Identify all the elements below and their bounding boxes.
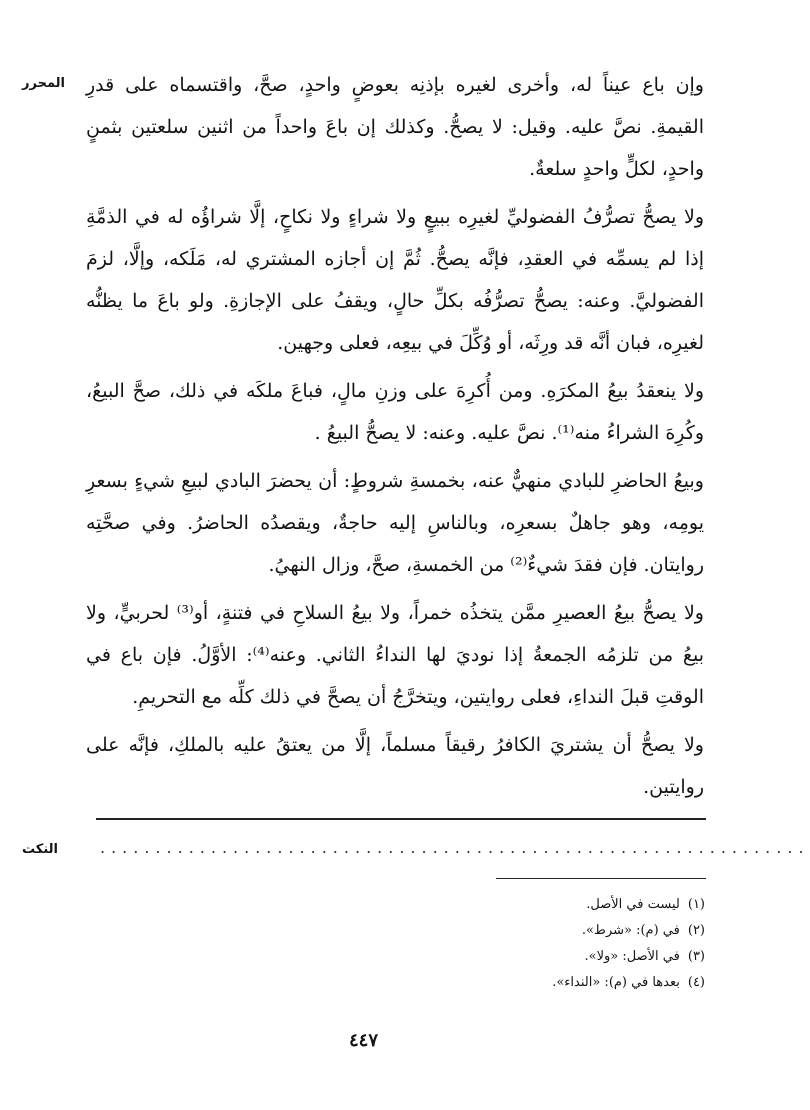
footnote-text: بعدها في (م): «النداء».	[552, 975, 680, 990]
footnote-number: (٤)	[687, 975, 705, 990]
footnote-2	[305, 918, 705, 944]
dotted-leader: ................................................................	[100, 838, 810, 857]
paragraph-2: ولا يصحُّ تصرُّفُ الفضوليِّ لغيرِه ببيعٍ ولا شراءٍ ولا نكاحٍ، إلَّا شراؤُه له في الذمَّةِ إذا لم يسمِّه في العقدِ، فإنَّه يصحُّ. ثُمَّ إن أجازه المشتري له، مَلَكه، وإلَّا، لزمَ الفضوليَّ. وعنه: يصحُّ تصرُّفُه بكلِّ حالٍ، ويقفُ على الإجازةِ. ولو باعَ ما يظنُّه لغيرِه، فبان أنَّه قد ورِثَه، أو وُكِّلَ في بيعِه، فعلى وجهين.	[86, 206, 704, 354]
paragraph-5: ولا يصحُّ بيعُ العصيرِ ممَّن يتخذُه خمراً، ولا بيعُ السلاحِ في فتنةٍ، أو⁽³⁾ لحربيٍّ، ولا بيعُ من تلزمُه الجمعةُ إذا نوديَ لها النداءُ الثاني. وعنه⁽⁴⁾: الأوَّلُ. فإن باع في الوقتِ قبلَ النداءِ، فعلى روايتين، ويتخرَّجُ أن يصحَّ في ذلك كلِّه مع التحريمِ.	[86, 602, 704, 708]
footnote-number: (١)	[687, 897, 705, 912]
footnote-text: ليست في الأصل.	[586, 897, 680, 912]
footnote-text: في (م): «شرط».	[581, 923, 680, 938]
footnote-divider	[496, 878, 706, 879]
margin-label-nukat: النكت	[22, 842, 58, 857]
footnote-number: (٣)	[687, 949, 705, 964]
footnote-number: (٢)	[687, 923, 705, 938]
footnote-1	[305, 892, 705, 918]
paragraph-1: وإن باع عيناً له، وأخرى لغيره بإذنِه بعوضٍ واحدٍ، صحَّ، واقتسماه على قدرِ القيمةِ. نصَّ عليه. وقيل: لا يصحُّ. وكذلك إن باعَ واحداً من اثنين سلعتين بثمنٍ واحدٍ، لكلٍّ واحدٍ سلعةٌ.	[86, 74, 704, 180]
paragraph-3: ولا ينعقدُ بيعُ المكرَهِ. ومن أُكرِهَ على وزنِ مالٍ، فباعَ ملكَه في ذلك، صحَّ البيعُ، وكُرِهَ الشراءُ منه⁽¹⁾. نصَّ عليه. وعنه: لا يصحُّ البيعُ .	[86, 380, 704, 444]
footnote-3	[305, 944, 705, 970]
page-number: ٤٤٧	[348, 1030, 378, 1051]
margin-label-muharrar: المحرر	[22, 76, 65, 91]
footnote-text: في الأصل: «ولا».	[584, 949, 680, 964]
footnotes	[305, 892, 705, 996]
paragraph-4: وبيعُ الحاضرِ للبادي منهيٌّ عنه، بخمسةِ شروطٍ: أن يحضرَ البادي لبيعِ شيءٍ بسعرِ يومِه، وهو جاهلٌ بسعرِه، وبالناسِ إليه حاجةٌ، ويقصدُه الحاضرُ. وفي صحَّتِه روايتان. فإن فقدَ شيءٌ⁽²⁾ من الخمسةِ، صحَّ، وزال النهيُ.	[86, 470, 704, 576]
section-divider	[96, 818, 706, 820]
main-text	[86, 64, 704, 814]
footnote-4	[305, 970, 705, 996]
paragraph-6: ولا يصحُّ أن يشتريَ الكافرُ رقيقاً مسلماً، إلَّا من يعتقُ عليه بالملكِ، فإنَّه على روايتين.	[86, 734, 704, 798]
